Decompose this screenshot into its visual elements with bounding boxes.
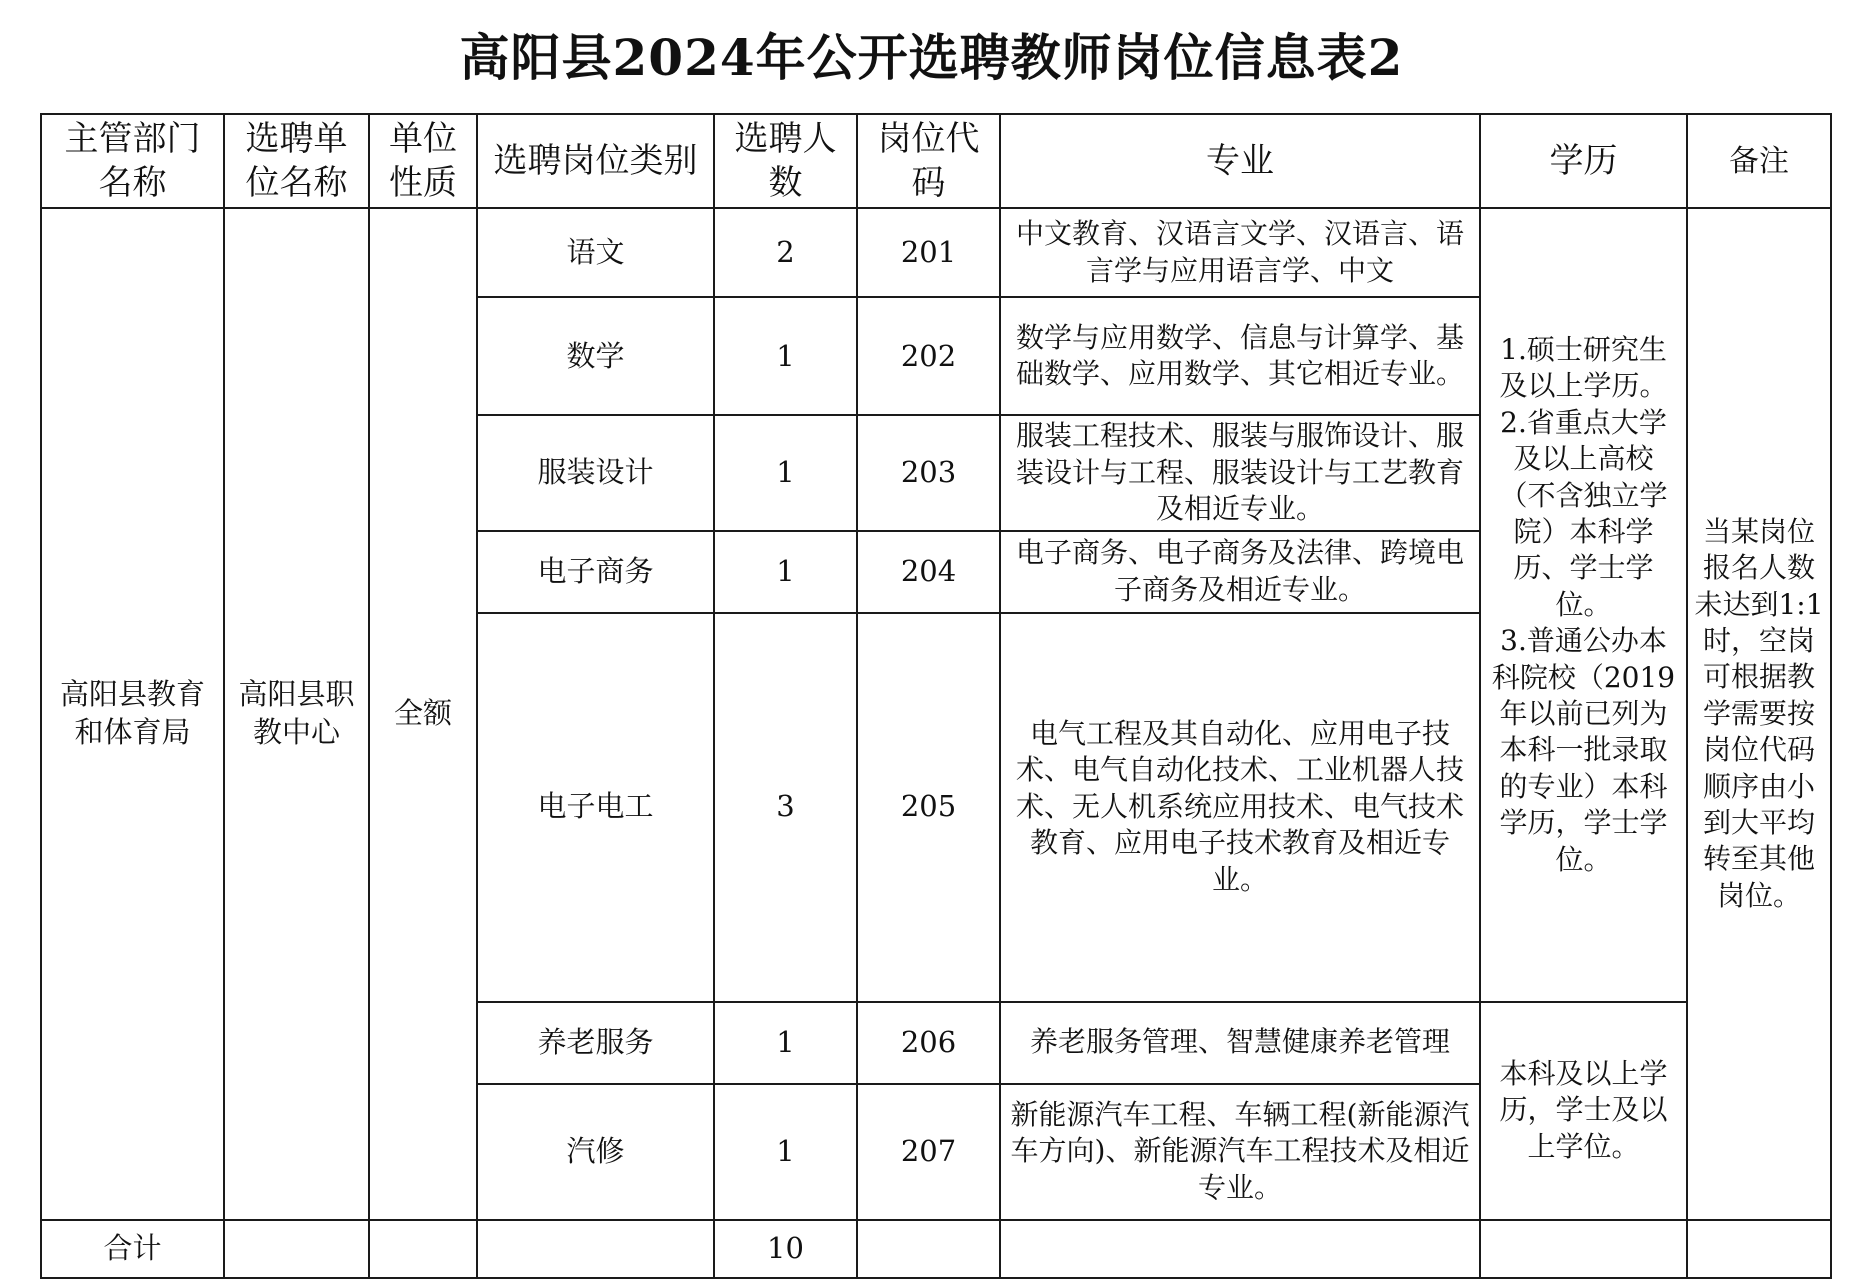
major-cell: 电气工程及其自动化、应用电子技术、电气自动化技术、工业机器人技术、无人机系统应用技术、电气技术教育、应用电子技术教育及相近专业。 bbox=[1000, 613, 1480, 1002]
count-cell: 1 bbox=[714, 1002, 857, 1084]
count-cell: 1 bbox=[714, 531, 857, 613]
header-dept: 主管部门 名称 bbox=[41, 114, 224, 208]
category-cell: 语文 bbox=[477, 208, 714, 297]
category-cell: 数学 bbox=[477, 297, 714, 415]
total-empty-cell bbox=[1687, 1220, 1831, 1278]
header-education: 学历 bbox=[1480, 114, 1687, 208]
unit-cell: 高阳县职 教中心 bbox=[224, 208, 369, 1219]
header-row bbox=[41, 114, 1831, 208]
total-empty-cell bbox=[857, 1220, 1000, 1278]
total-empty-cell bbox=[224, 1220, 369, 1278]
header-nature: 单位 性质 bbox=[369, 114, 477, 208]
category-cell: 电子商务 bbox=[477, 531, 714, 613]
count-cell: 1 bbox=[714, 415, 857, 530]
total-empty-cell bbox=[369, 1220, 477, 1278]
major-cell: 新能源汽车工程、车辆工程(新能源汽车方向)、新能源汽车工程技术及相近专业。 bbox=[1000, 1084, 1480, 1220]
major-cell: 服装工程技术、服装与服饰设计、服装设计与工程、服装设计与工艺教育及相近专业。 bbox=[1000, 415, 1480, 530]
category-cell: 电子电工 bbox=[477, 613, 714, 1002]
nature-cell: 全额 bbox=[369, 208, 477, 1219]
major-cell: 电子商务、电子商务及法律、跨境电子商务及相近专业。 bbox=[1000, 531, 1480, 613]
total-row bbox=[41, 1220, 1831, 1278]
category-cell: 养老服务 bbox=[477, 1002, 714, 1084]
job-info-table bbox=[40, 113, 1832, 1279]
major-cell: 数学与应用数学、信息与计算学、基础数学、应用数学、其它相近专业。 bbox=[1000, 297, 1480, 415]
code-cell: 204 bbox=[857, 531, 1000, 613]
code-cell: 202 bbox=[857, 297, 1000, 415]
dept-cell: 高阳县教育 和体育局 bbox=[41, 208, 224, 1219]
major-cell: 中文教育、汉语言文学、汉语言、语言学与应用语言学、中文 bbox=[1000, 208, 1480, 297]
code-cell: 201 bbox=[857, 208, 1000, 297]
total-empty-cell bbox=[477, 1220, 714, 1278]
count-cell: 2 bbox=[714, 208, 857, 297]
code-cell: 205 bbox=[857, 613, 1000, 1002]
total-count: 10 bbox=[714, 1220, 857, 1278]
code-cell: 207 bbox=[857, 1084, 1000, 1220]
category-cell: 汽修 bbox=[477, 1084, 714, 1220]
code-cell: 206 bbox=[857, 1002, 1000, 1084]
header-count: 选聘人 数 bbox=[714, 114, 857, 208]
count-cell: 1 bbox=[714, 297, 857, 415]
total-empty-cell bbox=[1480, 1220, 1687, 1278]
education-cell-group1: 1.硕士研究生及以上学历。 2.省重点大学及以上高校（不含独立学院）本科学历、学士学位。 3.普通公办本科院校（2019年以前已列为本科一批录取的专业）本科学历，学士学位。 bbox=[1480, 208, 1687, 1001]
count-cell: 1 bbox=[714, 1084, 857, 1220]
education-cell-group2: 本科及以上学历，学士及以上学位。 bbox=[1480, 1002, 1687, 1220]
header-major: 专业 bbox=[1000, 114, 1480, 208]
header-unit: 选聘单 位名称 bbox=[224, 114, 369, 208]
count-cell: 3 bbox=[714, 613, 857, 1002]
header-code: 岗位代 码 bbox=[857, 114, 1000, 208]
page-title: 高阳县2024年公开选聘教师岗位信息表2 bbox=[459, 28, 1404, 87]
header-category: 选聘岗位类别 bbox=[477, 114, 714, 208]
category-cell: 服装设计 bbox=[477, 415, 714, 530]
total-empty-cell bbox=[1000, 1220, 1480, 1278]
code-cell: 203 bbox=[857, 415, 1000, 530]
remark-cell: 当某岗位报名人数未达到1:1时，空岗可根据教学需要按岗位代码顺序由小到大平均转至其他岗位。 bbox=[1687, 208, 1831, 1219]
header-remark: 备注 bbox=[1687, 114, 1831, 208]
table-row bbox=[41, 208, 1831, 297]
total-label: 合计 bbox=[41, 1220, 224, 1278]
major-cell: 养老服务管理、智慧健康养老管理 bbox=[1000, 1002, 1480, 1084]
